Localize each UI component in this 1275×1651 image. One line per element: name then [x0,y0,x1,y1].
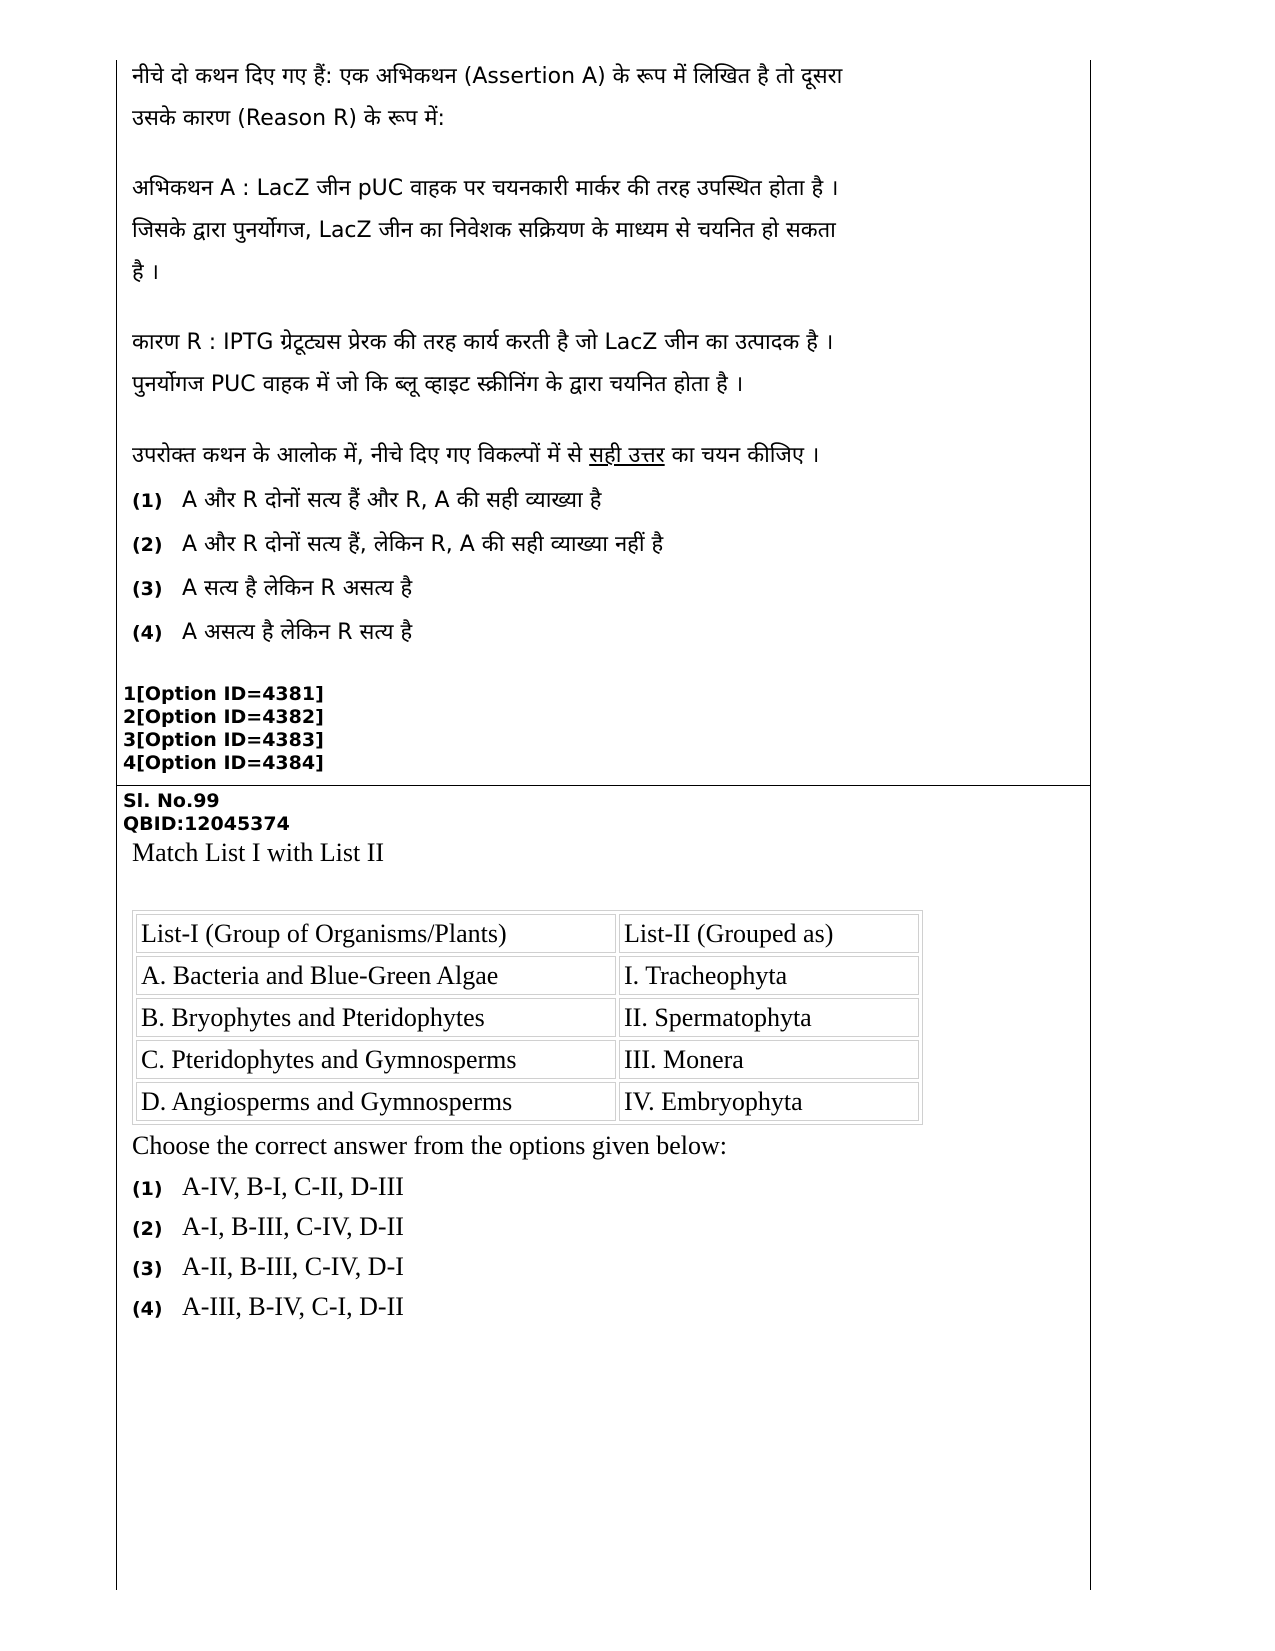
q99-option-2 [132,1212,404,1244]
option-text: A और R दोनों सत्य हैं, लेकिन R, A की सही व्याख्या नहीं है [182,532,664,557]
option-number: (2) [132,534,163,556]
option-number: (3) [132,578,163,600]
q98-intro-line-1: नीचे दो कथन दिए गए हैं: एक अभिकथन (Assertion A) के रूप में लिखित है तो दूसरा [132,64,843,89]
q99-option-3 [132,1252,404,1284]
q99-choose-instruction: Choose the correct answer from the options given below: [132,1131,727,1160]
table-header-row [136,914,919,953]
table-cell: A. Bacteria and Blue-Green Algae [136,956,616,995]
table-cell: IV. Embryophyta [619,1082,919,1121]
q98-choose-post: का चयन कीजिए । [664,443,820,468]
q98-choose-pre: उपरोक्त कथन के आलोक में, नीचे दिए गए विकल्पों में से [132,443,590,468]
table-row [136,1040,919,1079]
q98-reason-line-2: पुनर्योगज PUC वाहक में जो कि ब्लू व्हाइट स्क्रीनिंग के द्वारा चयनित होता है । [132,372,744,397]
option-id-1: 1[Option ID=4381] [123,683,324,705]
q98-reason-line-1: कारण R : IPTG ग्रेटूट्यस प्रेरक की तरह कार्य करती है जो LacZ जीन का उत्पादक है । [132,330,834,355]
table-cell: II. Spermatophyta [619,998,919,1037]
right-border [1090,60,1091,1590]
q98-assertion [132,168,1077,294]
q98-option-4 [132,618,412,648]
table-cell: List-I (Group of Organisms/Plants) [136,914,616,953]
table-cell: III. Monera [619,1040,919,1079]
option-number: (3) [132,1258,163,1280]
serial-number: Sl. No.99 [123,790,220,812]
option-number: (4) [132,1298,163,1320]
q99-option-1 [132,1172,404,1204]
table-cell: D. Angiosperms and Gymnosperms [136,1082,616,1121]
q98-option-1 [132,486,601,516]
left-border [116,60,117,1590]
q98-intro [132,56,1077,140]
match-table [132,910,923,1125]
table-cell: I. Tracheophyta [619,956,919,995]
option-number: (1) [132,490,163,512]
table-cell: B. Bryophytes and Pteridophytes [136,998,616,1037]
q98-assertion-line-1: अभिकथन A : LacZ जीन pUC वाहक पर चयनकारी मार्कर की तरह उपस्थित होता है । [132,176,839,201]
q98-choose-instruction [132,435,1077,477]
table-cell: List-II (Grouped as) [619,914,919,953]
q98-option-3 [132,574,412,604]
q99-title: Match List I with List II [132,838,385,867]
option-id-2: 2[Option ID=4382] [123,706,324,728]
q98-option-ids [123,683,324,775]
option-id-4: 4[Option ID=4384] [123,752,324,774]
option-text: A और R दोनों सत्य हैं और R, A की सही व्याख्या है [182,488,602,513]
q98-intro-line-2: उसके कारण (Reason R) के रूप में: [132,106,445,131]
q98-option-2 [132,530,663,560]
qbid: QBID:12045374 [123,813,290,835]
q98-choose-underline: सही उत्तर [589,443,665,468]
table-row [136,998,919,1037]
option-number: (4) [132,622,163,644]
option-number: (1) [132,1178,163,1200]
q98-assertion-line-3: है । [132,260,160,285]
q99-header [123,790,290,836]
option-text: A-II, B-III, C-IV, D-I [182,1252,404,1281]
option-text: A-III, B-IV, C-I, D-II [182,1292,404,1321]
option-text: A असत्य है लेकिन R सत्य है [182,620,413,645]
q98-assertion-line-2: जिसके द्वारा पुनर्योगज, LacZ जीन का निवेशक सक्रियण के माध्यम से चयनित हो सकता [132,218,836,243]
q98-reason [132,322,1077,406]
table-row [136,956,919,995]
option-number: (2) [132,1218,163,1240]
table-cell: C. Pteridophytes and Gymnosperms [136,1040,616,1079]
option-id-3: 3[Option ID=4383] [123,729,324,751]
option-text: A-I, B-III, C-IV, D-II [182,1212,404,1241]
question-divider [116,785,1091,786]
table-row [136,1082,919,1121]
q99-option-4 [132,1292,404,1324]
option-text: A-IV, B-I, C-II, D-III [182,1172,404,1201]
option-text: A सत्य है लेकिन R असत्य है [182,576,413,601]
